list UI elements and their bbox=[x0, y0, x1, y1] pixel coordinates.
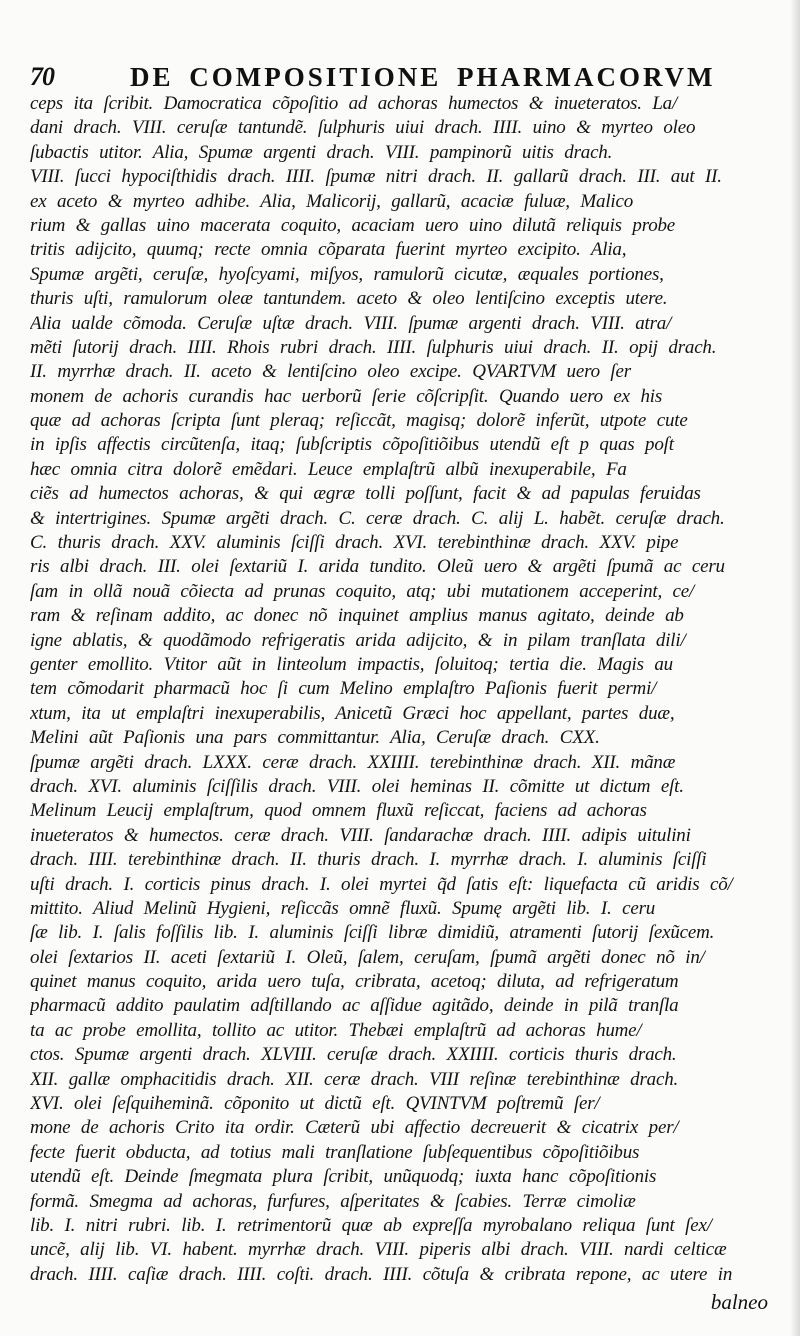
text-line: ciẽs ad humectos achoras, & qui ægræ tolli poſſunt, facit & ad papulas feruidas bbox=[30, 483, 701, 505]
text-line: olei ſextarios II. aceti ſextariũ I. Oleũ, ſalem, ceruſam, ſpumã argẽti donec nõ in/ bbox=[30, 946, 705, 968]
text-line: monem de achoris curandis hac uerborũ ſerie cõſcripſit. Quando uero ex his bbox=[30, 385, 663, 407]
text-line: quæ ad achoras ſcripta ſunt pleraq; reſiccãt, magisq; dolorẽ inferũt, utpote cute bbox=[30, 410, 688, 432]
text-line: formã. Smegma ad achoras, furfures, aſperitates & ſcabies. Terræ cimoliæ bbox=[30, 1190, 636, 1212]
text-line: ctos. Spumæ argenti drach. XLVIII. ceruſæ drach. XXIIII. corticis thuris drach. bbox=[30, 1044, 677, 1066]
running-title: DE COMPOSITIONE PHARMACORVM bbox=[130, 62, 716, 92]
text-line: ram & reſinam addito, ac donec nõ inquinet amplius manus agitato, deinde ab bbox=[30, 605, 684, 627]
text-line: igne ablatis, & quodãmodo refrigeratis arida adijcito, & in pilam tranſlata dili/ bbox=[30, 629, 686, 651]
text-line: utendũ eſt. Deinde ſmegmata plura ſcribit, unũquodq; iuxta hanc cõpoſitionis bbox=[30, 1166, 657, 1188]
text-line: quinet manus coquito, arida uero tuſa, cribrata, acetoq; diluta, ad refrigeratum bbox=[30, 971, 679, 993]
text-line: xtum, ita ut emplaſtri inexuperabilis, Anicetũ Græci hoc appellant, partes duæ, bbox=[30, 702, 675, 724]
text-line: rium & gallas uino macerata coquito, acaciam uero uino dilutã reliquis probe bbox=[30, 214, 676, 236]
text-line: uſti drach. I. corticis pinus drach. I. olei myrtei q̃d ſatis eſt: liquefacta cũ aridis cõ/ bbox=[30, 873, 733, 895]
text-line: hæc omnia citra dolorẽ emẽdari. Leuce emplaſtrũ albũ inexuperabile, Fa bbox=[30, 458, 627, 480]
text-line: pharmacũ addito paulatim adſtillando ac aſſidue agitãdo, deinde in pilã tranſla bbox=[30, 995, 679, 1017]
text-body bbox=[30, 92, 770, 1287]
text-line: ſæ lib. I. ſalis foſſilis lib. I. aluminis ſciſſi libræ dimidiũ, atramenti ſutorij ſexũcem. bbox=[30, 922, 715, 944]
text-line: XVI. olei ſeſquiheminã. cõponito ut dictũ eſt. QVINTVM poſtremũ ſer/ bbox=[30, 1093, 600, 1115]
text-line: Melinum Leucij emplaſtrum, quod omnem fluxũ reſiccat, faciens ad achoras bbox=[30, 800, 647, 822]
text-line: ſam in ollã nouã cõiecta ad prunas coquito, atq; ubi mutationem acceperint, ce/ bbox=[30, 580, 695, 602]
text-line: & intertrigines. Spumæ argẽti drach. C. ceræ drach. C. alij L. habẽt. ceruſæ drach. bbox=[30, 507, 725, 529]
text-line: lib. I. nitri rubri. lib. I. retrimentorũ quæ ab expreſſa myrobalano reliqua ſunt ſex/ bbox=[30, 1214, 712, 1236]
text-line: dani drach. VIII. ceruſæ tantundẽ. ſulphuris uiui drach. IIII. uino & myrteo oleo bbox=[30, 117, 696, 139]
text-line: in ipſis affectis circũtenſa, itaq; ſubſcriptis cõpoſitiõibus utendũ eſt p quas poſt bbox=[30, 434, 674, 456]
text-line: ceps ita ſcribit. Damocratica cõpoſitio ad achoras humectos & inueteratos. La/ bbox=[30, 93, 678, 114]
page-number: 70 bbox=[30, 62, 54, 91]
text-line: ris albi drach. III. olei ſextariũ I. arida tundito. Oleũ uero & argẽti ſpumã ac ceru bbox=[30, 556, 725, 578]
text-line: mittito. Aliud Melinũ Hygieni, reſiccãs omnẽ fluxũ. Spumę argẽti lib. I. ceru bbox=[30, 897, 656, 919]
text-line: mẽti ſutorij drach. IIII. Rhois rubri drach. IIII. ſulphuris uiui drach. II. opij drach. bbox=[30, 336, 717, 358]
text-line: VIII. ſucci hypociſthidis drach. IIII. ſpumæ nitri drach. II. gallarũ drach. III. aut II. bbox=[30, 166, 722, 188]
text-line: C. thuris drach. XXV. aluminis ſciſſi drach. XVI. terebinthinæ drach. XXV. pipe bbox=[30, 532, 679, 554]
text-line: Melini aũt Paſionis una pars committantur. Alia, Ceruſæ drach. CXX. bbox=[30, 727, 600, 749]
text-line: fecte fuerit obducta, ad totius mali tranſlatione ſubſequentibus cõpoſitiõibus bbox=[30, 1141, 640, 1163]
text-line: II. myrrhæ drach. II. aceto & lentiſcino oleo excipe. QVARTVM uero ſer bbox=[30, 361, 631, 383]
text-line: ex aceto & myrteo adhibe. Alia, Malicorij, gallarũ, acaciæ fuluæ, Malico bbox=[30, 190, 634, 212]
text-line: ſubactis utitor. Alia, Spumæ argenti drach. VIII. pampinorũ uitis drach. bbox=[30, 141, 613, 163]
text-line: thuris uſti, ramulorum oleæ tantundem. aceto & oleo lentiſcino exceptis utere. bbox=[30, 288, 668, 310]
text-line: drach. XVI. aluminis ſciſſilis drach. VIII. olei heminas II. cõmitte ut dictum eſt. bbox=[30, 775, 684, 797]
page-edge-shadow bbox=[790, 0, 800, 1336]
text-line: mone de achoris Crito ita ordir. Cæterũ ubi affectio decreuerit & cicatrix per/ bbox=[30, 1117, 679, 1139]
text-line: XII. gallæ omphacitidis drach. XII. ceræ drach. VIII reſinæ terebinthinæ drach. bbox=[30, 1068, 679, 1090]
text-line: genter emollito. Vtitor aũt in linteolum impactis, ſoluitoq; tertia die. Magis au bbox=[30, 653, 673, 675]
catchword: balneo bbox=[710, 1290, 768, 1314]
text-line: Spumæ argẽti, ceruſæ, hyoſcyami, miſyos, ramulorũ cicutæ, æquales portiones, bbox=[30, 263, 664, 285]
text-line: ſpumæ argẽti drach. LXXX. ceræ drach. XXIIII. terebinthinæ drach. XII. mãnæ bbox=[30, 751, 676, 773]
text-line: inueteratos & humectos. ceræ drach. VIII. ſandarachæ drach. IIII. adipis uitulini bbox=[30, 824, 691, 846]
text-line: tritis adijcito, quumq; recte omnia cõparata fuerint myrteo excipito. Alia, bbox=[30, 239, 627, 261]
text-line: Alia ualde cõmoda. Ceruſæ uſtæ drach. VIII. ſpumæ argenti drach. VIII. atra/ bbox=[30, 312, 672, 334]
text-line: uncẽ, alij lib. VI. habent. myrrhæ drach. VIII. piperis albi drach. VIII. nardi celticæ bbox=[30, 1239, 727, 1261]
text-line: drach. IIII. terebinthinæ drach. II. thuris drach. I. myrrhæ drach. I. aluminis ſciſſi bbox=[30, 849, 707, 871]
text-line: ta ac probe emollita, tollito ac utitor. Thebæi emplaſtrũ ad achoras hume/ bbox=[30, 1019, 642, 1041]
text-line: tem cõmodarit pharmacũ hoc ſi cum Melino emplaſtro Paſionis fuerit permi/ bbox=[30, 678, 657, 700]
text-line: drach. IIII. caſiæ drach. IIII. coſti. drach. IIII. cõtuſa & cribrata repone, ac utere in bbox=[30, 1263, 733, 1285]
